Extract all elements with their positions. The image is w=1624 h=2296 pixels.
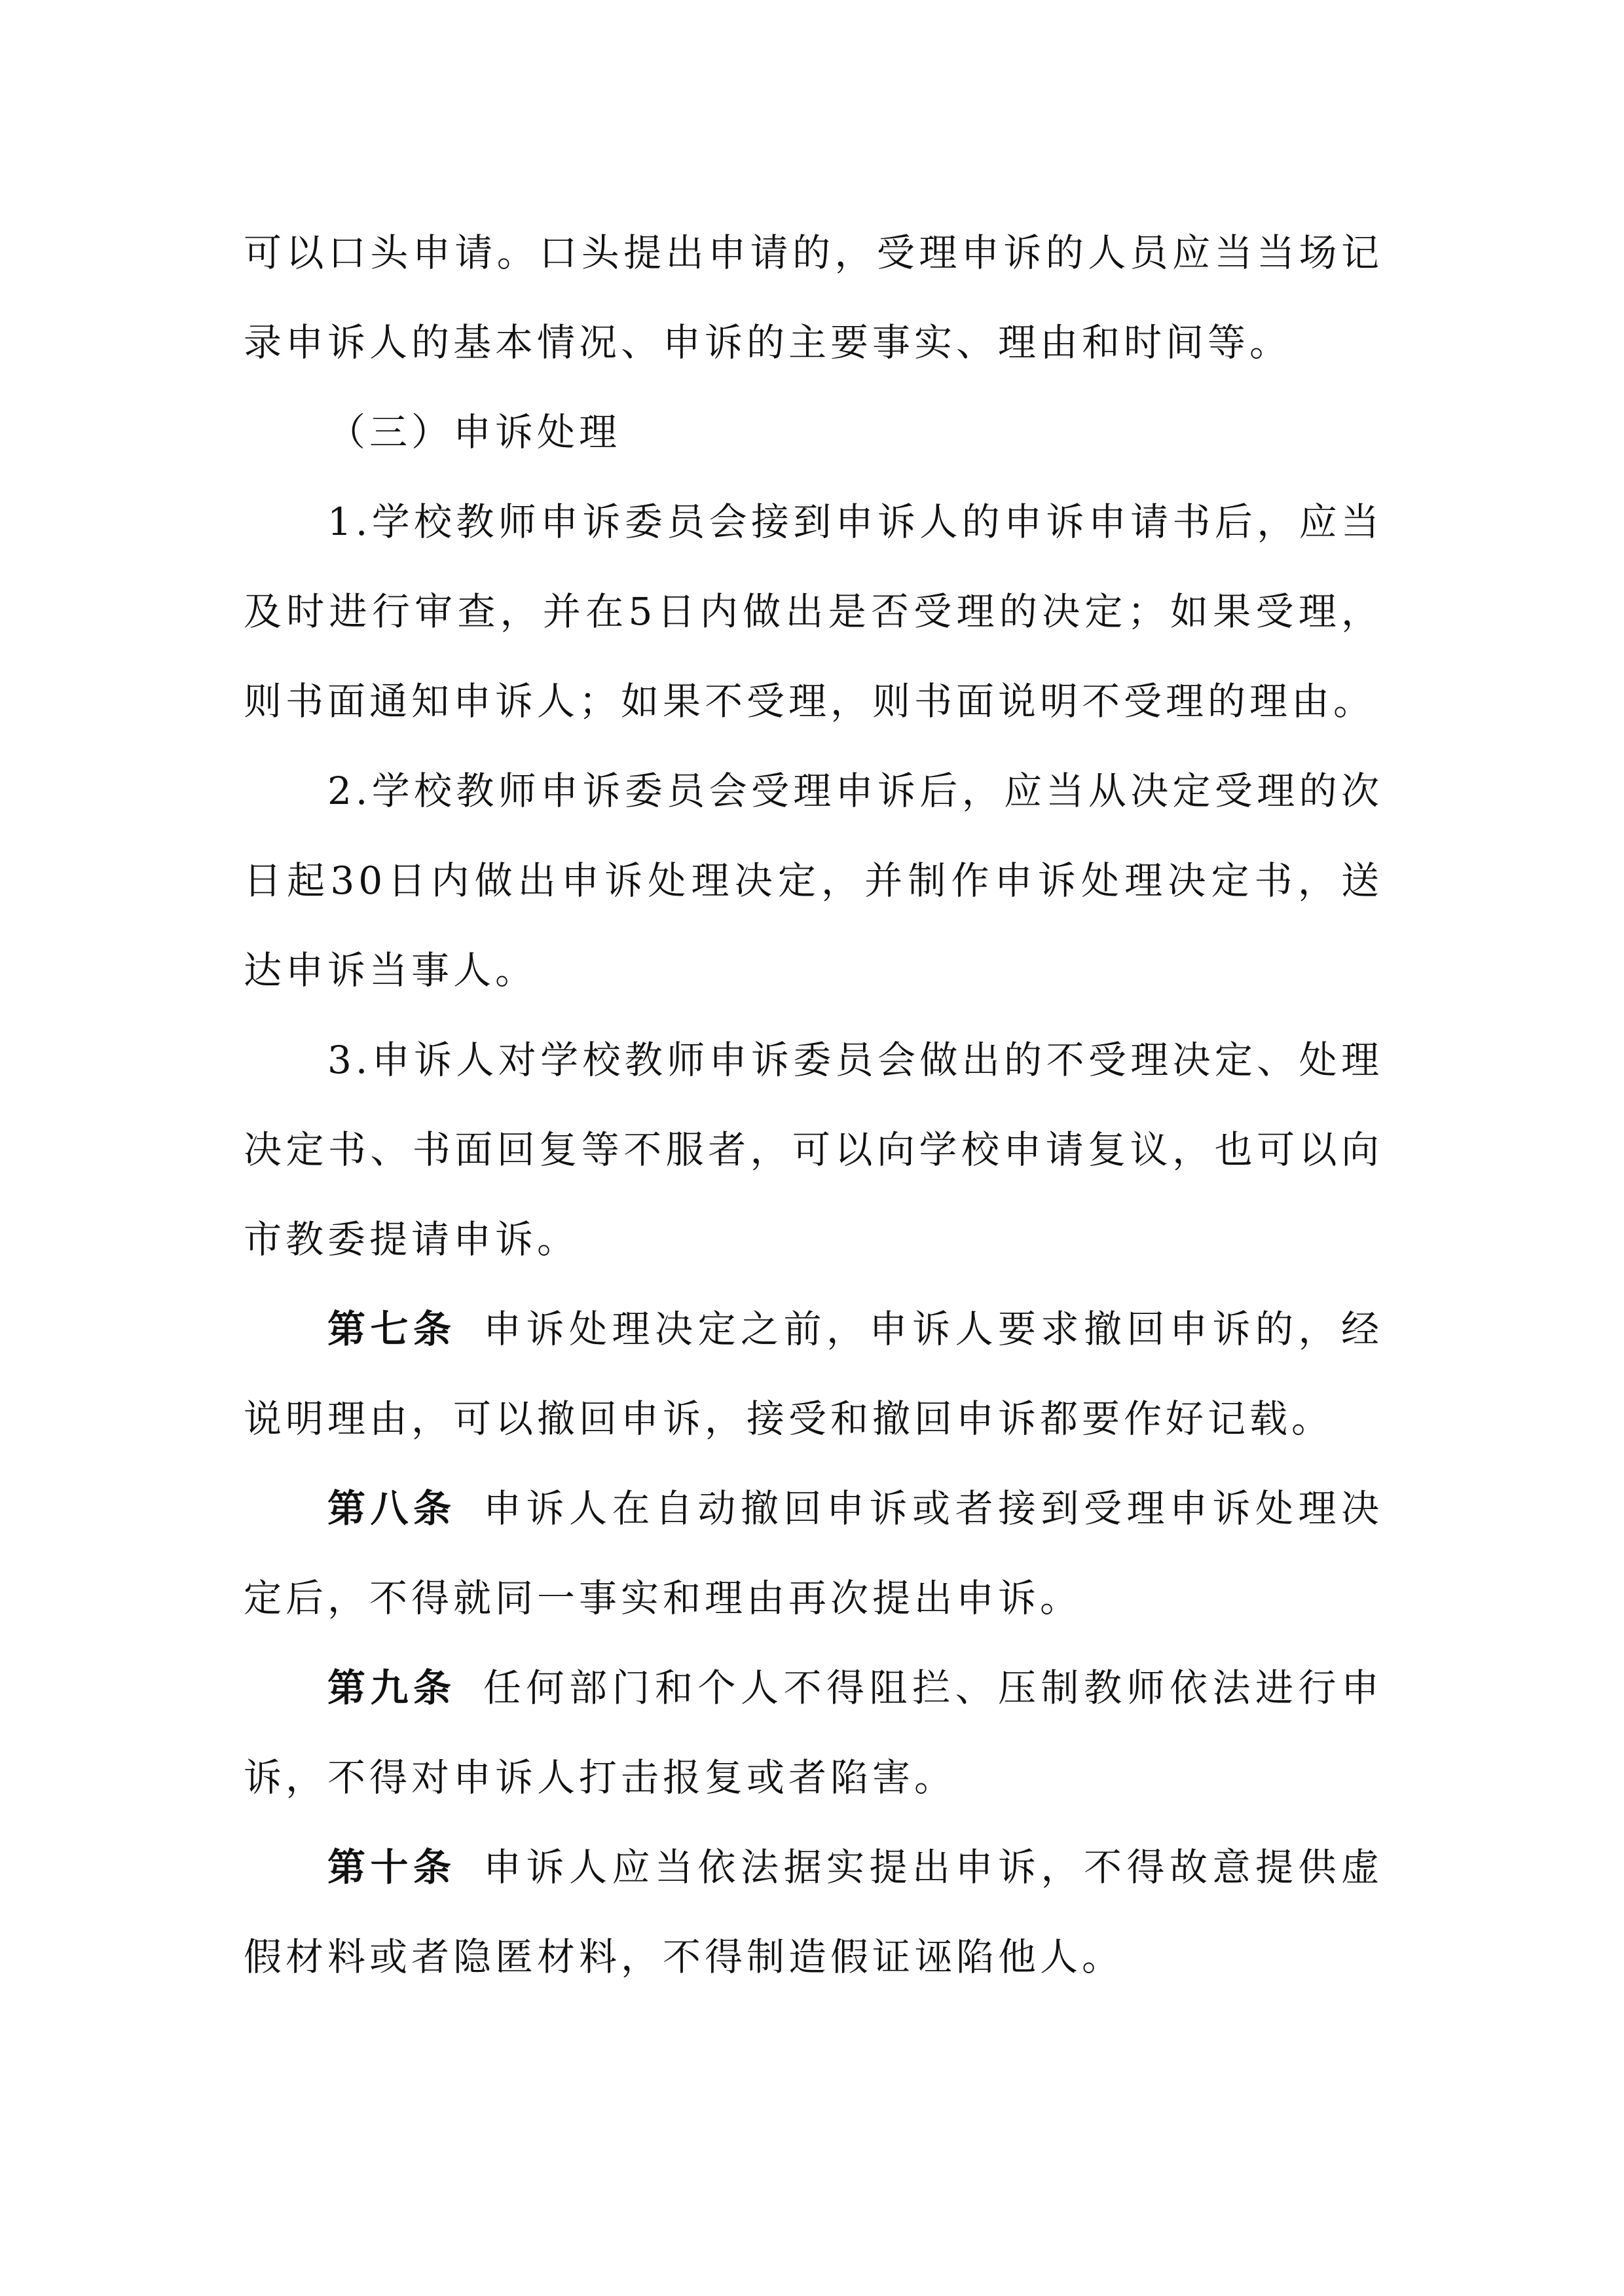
paragraph-item-3: 3.申诉人对学校教师申诉委员会做出的不受理决定、处理决定书、书面回复等不服者，可以向学校申请复议，也可以向市教委提请申诉。 — [244, 1038, 1383, 1262]
article-8 — [244, 1464, 1383, 1643]
article-label: 第十条 — [327, 1845, 456, 1889]
article-text: 申诉人在自动撤回申诉或者接到受理申诉处理决定后，不得就同一事实和理由再次提出申诉。 — [244, 1486, 1383, 1620]
paragraph-oral-application: 可以口头申请。口头提出申请的，受理申诉的人员应当当场记录申诉人的基本情况、申诉的主要事实、理由和时间等。 — [244, 230, 1383, 365]
article-text: 申诉人应当依法据实提出申诉，不得故意提供虚假材料或者隐匿材料，不得制造假证诬陷他人。 — [244, 1845, 1383, 1979]
article-text: 任何部门和个人不得阻拦、压制教师依法进行申诉，不得对申诉人打击报复或者陷害。 — [244, 1666, 1383, 1800]
article-label: 第七条 — [327, 1307, 456, 1351]
section-heading-complaint-handling: （三）申诉处理 — [327, 410, 621, 454]
article-text: 申诉处理决定之前，申诉人要求撤回申诉的，经说明理由，可以撤回申诉，接受和撤回申诉都要作好记载。 — [244, 1307, 1383, 1441]
document-body — [244, 208, 1383, 2002]
article-7 — [244, 1285, 1383, 1464]
article-label: 第九条 — [327, 1666, 456, 1710]
paragraph-item-1: 1.学校教师申诉委员会接到申诉人的申诉申请书后，应当及时进行审查，并在5日内做出是否受理的决定；如果受理，则书面通知申诉人；如果不受理，则书面说明不受理的理由。 — [244, 500, 1383, 723]
article-label: 第八条 — [327, 1486, 456, 1531]
article-10 — [244, 1823, 1383, 2002]
article-9 — [244, 1643, 1383, 1823]
paragraph-item-2: 2.学校教师申诉委员会受理申诉后，应当从决定受理的次日起30日内做出申诉处理决定，并制作申诉处理决定书，送达申诉当事人。 — [244, 769, 1383, 993]
